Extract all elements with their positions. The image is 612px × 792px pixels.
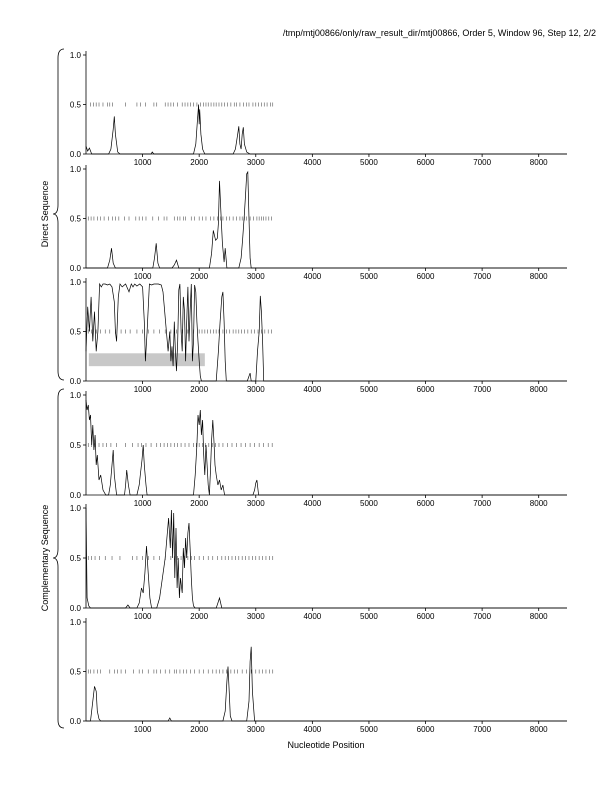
x-tick-label: 7000 <box>473 725 492 734</box>
group-label-direct: Direct Sequence <box>40 180 50 248</box>
x-tick-label: 8000 <box>529 385 548 394</box>
x-tick-label: 3000 <box>246 612 265 621</box>
panels-layer <box>70 51 567 734</box>
series-line-1 <box>86 105 567 155</box>
y-tick-label: 0.5 <box>69 100 81 110</box>
y-tick-label: 1.0 <box>69 165 81 174</box>
x-tick-label: 8000 <box>529 725 548 734</box>
x-tick-label: 8000 <box>529 272 548 281</box>
y-tick-label: 0.0 <box>69 491 81 500</box>
y-tick-label: 1.0 <box>69 618 81 627</box>
x-tick-label: 7000 <box>473 272 492 281</box>
group-brace-complementary <box>40 389 64 728</box>
x-tick-label: 2000 <box>190 499 209 508</box>
x-tick-label: 4000 <box>303 725 322 734</box>
x-tick-label: 5000 <box>360 612 378 621</box>
x-tick-label: 3000 <box>246 385 265 394</box>
panel-5 <box>70 504 567 621</box>
x-tick-label: 5000 <box>360 158 378 167</box>
brace-complementary-icon <box>53 389 64 728</box>
panel-2 <box>70 165 567 281</box>
x-tick-label: 3000 <box>246 499 265 508</box>
x-tick-label: 3000 <box>246 272 265 281</box>
x-tick-label: 6000 <box>416 158 435 167</box>
y-tick-label: 1.0 <box>69 391 81 400</box>
y-tick-label: 1.0 <box>69 278 81 287</box>
x-tick-label: 1000 <box>133 385 152 394</box>
x-tick-label: 8000 <box>529 158 548 167</box>
header-text: /tmp/mtj00866/only/raw_result_dir/mtj00866, Order 5, Window 96, Step 12, 2/2 <box>282 28 596 38</box>
group-label-complementary: Complementary Sequence <box>40 504 50 612</box>
x-tick-label: 2000 <box>190 158 209 167</box>
x-tick-label: 7000 <box>473 385 492 394</box>
y-tick-label: 0.0 <box>69 604 81 613</box>
x-tick-label: 3000 <box>246 725 265 734</box>
x-tick-label: 5000 <box>360 385 378 394</box>
y-tick-label: 0.5 <box>69 214 81 224</box>
y-tick-label: 0.5 <box>69 554 81 563</box>
brace-direct-icon <box>53 49 64 380</box>
x-tick-label: 1000 <box>133 158 152 167</box>
x-tick-label: 8000 <box>529 499 548 508</box>
y-tick-label: 0.0 <box>69 264 81 273</box>
x-tick-label: 7000 <box>473 612 492 621</box>
x-axis-label: Nucleotide Position <box>287 740 365 750</box>
x-tick-label: 1000 <box>133 499 152 508</box>
y-tick-label: 0.0 <box>69 150 81 159</box>
y-tick-label: 1.0 <box>69 504 81 513</box>
x-tick-label: 4000 <box>303 385 322 394</box>
series-line-1 <box>86 647 567 721</box>
x-tick-label: 4000 <box>303 158 322 167</box>
x-tick-label: 4000 <box>303 272 322 281</box>
series-line-1 <box>86 508 567 608</box>
x-tick-label: 2000 <box>190 385 209 394</box>
x-tick-label: 5000 <box>360 272 378 281</box>
y-tick-label: 1.0 <box>69 51 81 60</box>
panel-1 <box>70 51 567 167</box>
y-tick-label: 0.5 <box>69 327 81 337</box>
x-tick-label: 4000 <box>303 612 322 621</box>
x-tick-label: 7000 <box>473 499 492 508</box>
x-tick-label: 1000 <box>133 272 152 281</box>
y-tick-label: 0.5 <box>69 441 81 450</box>
panel-6 <box>70 618 567 734</box>
y-tick-label: 0.5 <box>69 667 81 677</box>
group-brace-direct <box>40 49 64 380</box>
x-tick-label: 3000 <box>246 158 265 167</box>
y-tick-label: 0.0 <box>69 377 81 386</box>
panel-3 <box>70 278 567 394</box>
x-tick-label: 5000 <box>360 725 378 734</box>
series-line-1 <box>86 284 567 381</box>
x-tick-label: 2000 <box>190 725 209 734</box>
x-tick-label: 2000 <box>190 612 209 621</box>
x-tick-label: 6000 <box>416 612 435 621</box>
x-tick-label: 7000 <box>473 158 492 167</box>
x-tick-label: 1000 <box>133 612 152 621</box>
x-tick-label: 8000 <box>529 612 548 621</box>
x-tick-label: 6000 <box>416 499 435 508</box>
panel-4 <box>70 391 567 508</box>
x-tick-label: 6000 <box>416 725 435 734</box>
x-tick-label: 5000 <box>360 499 378 508</box>
highlight-region <box>89 353 205 366</box>
x-tick-label: 6000 <box>416 272 435 281</box>
x-tick-label: 6000 <box>416 385 435 394</box>
x-tick-label: 1000 <box>133 725 152 734</box>
series-line-1 <box>86 400 567 495</box>
x-tick-label: 4000 <box>303 499 322 508</box>
x-tick-label: 2000 <box>190 272 209 281</box>
y-tick-label: 0.0 <box>69 717 81 726</box>
